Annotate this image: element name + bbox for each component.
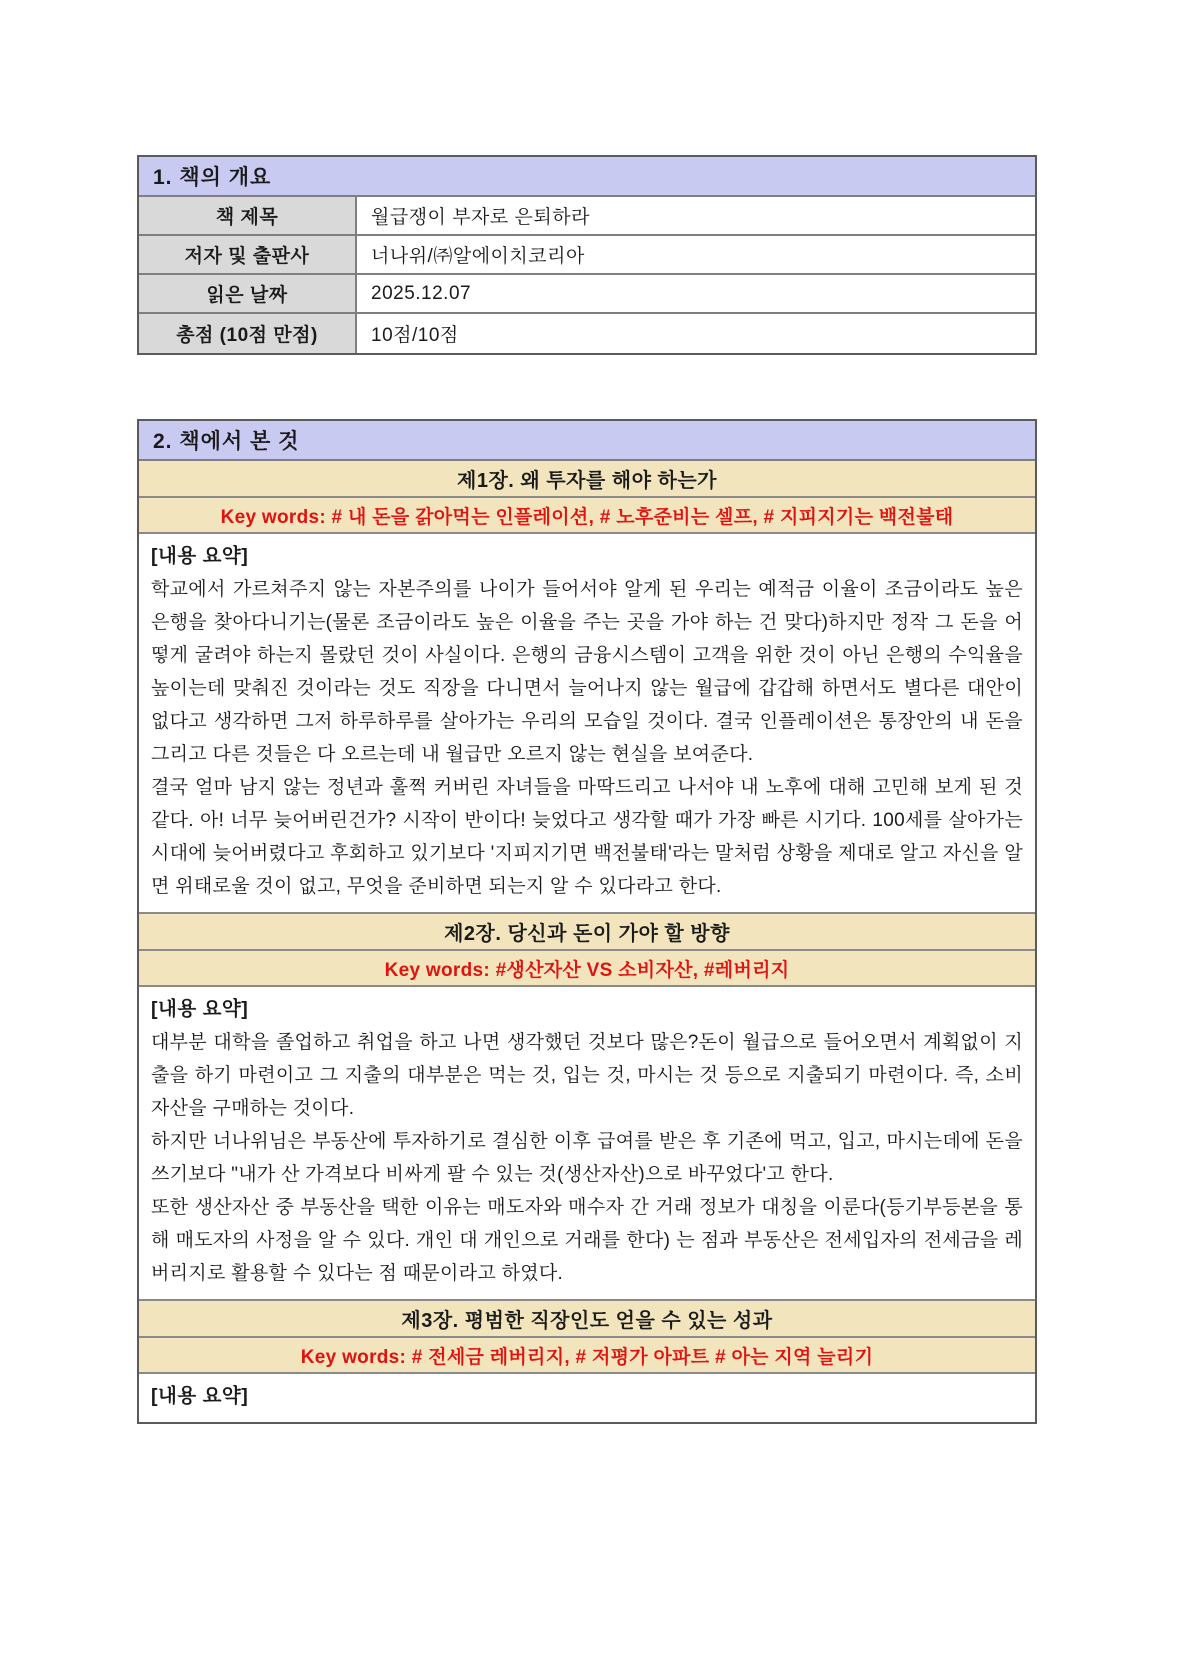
overview-row-value: 2025.12.07 bbox=[371, 282, 472, 304]
book-notes-table bbox=[137, 419, 1037, 1424]
table-row bbox=[139, 314, 1035, 353]
summary-paragraph: 하지만 너나위님은 부동산에 투자하기로 결심한 이후 급여를 받은 후 기존에 먹고, 입고, 마시는데에 돈을 쓰기보다 "내가 산 가격보다 비싸게 팔 수 있는 것(생산자산)으로 바꾸었다'고 한다. bbox=[151, 1131, 1023, 1185]
summary-paragraph: 결국 얼마 남지 않는 정년과 훌쩍 커버린 자녀들을 마딱드리고 나서야 내 노후에 대해 고민해 보게 된 것 같다. 아! 너무 늦어버린건가? 시작이 반이다! 늦었다고 생각할 때가 가장 빠른 시기다. 100세를 살아가는 시대에 늦어버렸다고 후회하고 있기보다 '지피지기면 백전불태'라는 말처럼 상황을 제대로 알고 자신을 알면 위태로울 것이 없고, 무엇을 준비하면 되는지 알 수 있다라고 한다. bbox=[151, 777, 1023, 897]
chapter-1-keywords: Key words: # 내 돈을 갉아먹는 인플레이션, # 노후준비는 셀프, # 지피지기는 백전불태 bbox=[139, 498, 1035, 534]
overview-row-label: 읽은 날짜 bbox=[139, 275, 357, 312]
book-overview-table bbox=[137, 155, 1037, 355]
table-row bbox=[139, 236, 1035, 275]
summary-paragraph: 학교에서 가르쳐주지 않는 자본주의를 나이가 들어서야 알게 된 우리는 예적금 이율이 조금이라도 높은 은행을 찾아다니기는(물론 조금이라도 높은 이율을 주는 곳을 가야 하는 건 맞다)하지만 정작 그 돈을 어떻게 굴려야 하는지 몰랐던 것이 사실이다. 은행의 금융시스템이 고객을 위한 것이 아닌 은행의 수익율을 높이는데 맞춰진 것이라는 것도 직장을 다니면서 늘어나지 않는 월급에 갑갑해 하면서도 별다른 대안이 없다고 생각하면 그저 하루하루를 살아가는 우리의 모습일 것이다. 결국 인플레이션은 통장안의 내 돈을 그리고 다른 것들은 다 오르는데 내 월급만 오르지 않는 현실을 보여준다. bbox=[151, 579, 1023, 765]
overview-row-label: 책 제목 bbox=[139, 197, 357, 234]
overview-row-label: 저자 및 출판사 bbox=[139, 236, 357, 273]
chapter-3-title: 제3장. 평범한 직장인도 얻을 수 있는 성과 bbox=[139, 1301, 1035, 1338]
chapter-3-keywords: Key words: # 전세금 레버리지, # 저평가 아파트 # 아는 지역 늘리기 bbox=[139, 1338, 1035, 1374]
table-row bbox=[139, 197, 1035, 236]
book-notes-title: 2. 책에서 본 것 bbox=[139, 421, 1035, 461]
chapter-2-summary bbox=[139, 987, 1035, 1301]
chapter-3-summary bbox=[139, 1374, 1035, 1422]
chapter-2-title: 제2장. 당신과 돈이 가야 할 방향 bbox=[139, 914, 1035, 951]
summary-label: [내용 요약] bbox=[151, 998, 249, 1020]
overview-row-value: 월급쟁이 부자로 은퇴하라 bbox=[371, 207, 590, 228]
overview-row-value: 너나위/㈜알에이치코리아 bbox=[371, 246, 585, 267]
overview-row-value: 10점/10점 bbox=[371, 325, 459, 346]
document-content bbox=[137, 155, 1037, 1424]
summary-paragraph: 또한 생산자산 중 부동산을 택한 이유는 매도자와 매수자 간 거래 정보가 대칭을 이룬다(등기부등본을 통해 매도자의 사정을 알 수 있다. 개인 대 개인으로 거래를 한다) 는 점과 부동산은 전세입자의 전세금을 레버리지로 활용할 수 있다는 점 때문이라고 하였다. bbox=[151, 1197, 1023, 1284]
chapter-1-title: 제1장. 왜 투자를 해야 하는가 bbox=[139, 461, 1035, 498]
chapter-1-summary bbox=[139, 534, 1035, 914]
overview-row-label: 총점 (10점 만점) bbox=[139, 314, 357, 353]
summary-label: [내용 요약] bbox=[151, 545, 249, 567]
table-row bbox=[139, 275, 1035, 314]
book-overview-title: 1. 책의 개요 bbox=[139, 157, 1035, 197]
summary-paragraph: 대부분 대학을 졸업하고 취업을 하고 나면 생각했던 것보다 많은?돈이 월급으로 들어오면서 계획없이 지출을 하기 마련이고 그 지출의 대부분은 먹는 것, 입는 것, 마시는 것 등으로 지출되기 마련이다. 즉, 소비자산을 구매하는 것이다. bbox=[151, 1032, 1023, 1119]
chapter-2-keywords: Key words: #생산자산 VS 소비자산, #레버리지 bbox=[139, 951, 1035, 987]
summary-label: [내용 요약] bbox=[151, 1385, 249, 1407]
